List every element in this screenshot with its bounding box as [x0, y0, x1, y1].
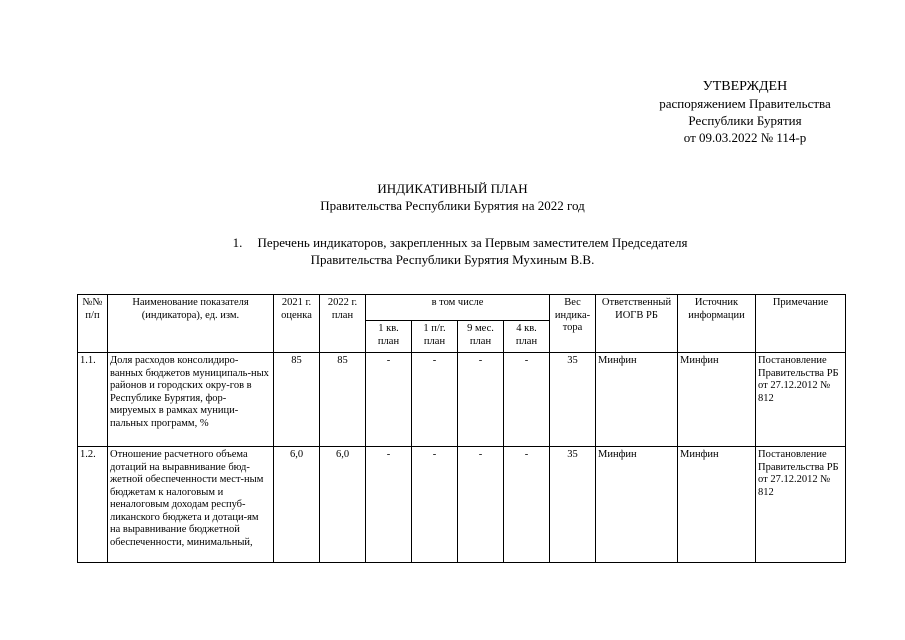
header-h1: 1 п/г. план — [412, 321, 458, 353]
row-est-2021: 85 — [274, 353, 320, 447]
row-h1: - — [412, 447, 458, 563]
row-plan-2022: 6,0 — [320, 447, 366, 563]
header-q4: 4 кв. план — [504, 321, 550, 353]
approval-heading: УТВЕРЖДЕН — [702, 79, 788, 94]
approval-line-2: распоряжением Правительства — [659, 96, 831, 111]
row-num: 1.2. — [78, 447, 108, 563]
section-number: 1. — [232, 235, 243, 250]
approval-line-3: Республики Бурятия — [688, 113, 802, 128]
section-heading — [0, 234, 905, 268]
row-plan-2022: 85 — [320, 353, 366, 447]
row-q1: - — [366, 447, 412, 563]
header-name: Наименование показателя (индикатора), ед. изм. — [108, 295, 274, 353]
row-weight: 35 — [550, 447, 596, 563]
row-name: Отношение расчетного объема дотаций на выравнивание бюд-жетной обеспеченности мест-ным бюджетам к налоговым и неналоговым доходам респуб-ликанского бюджета и дотаци-ям на выравнивание бюджетной обеспеченности, минимальный, — [108, 447, 274, 563]
row-source: Минфин — [678, 447, 756, 563]
row-num: 1.1. — [78, 353, 108, 447]
section-line-2: Правительства Республики Бурятия Мухиным В.В. — [310, 252, 595, 267]
header-plan-2022: 2022 г. план — [320, 295, 366, 353]
row-q4: - — [504, 353, 550, 447]
row-q1: - — [366, 353, 412, 447]
header-including: в том числе — [366, 295, 550, 321]
header-weight: Вес индика-тора — [550, 295, 596, 353]
approval-stamp — [600, 78, 890, 146]
row-est-2021: 6,0 — [274, 447, 320, 563]
header-note: Примечание — [756, 295, 846, 353]
document-title — [0, 180, 905, 214]
row-responsible: Минфин — [596, 447, 678, 563]
row-note: Постановление Правительства РБ от 27.12.2012 № 812 — [756, 447, 846, 563]
header-responsible: Ответственный ИОГВ РБ — [596, 295, 678, 353]
title-line-2: Правительства Республики Бурятия на 2022 год — [320, 198, 585, 213]
row-q4: - — [504, 447, 550, 563]
approval-date: от 09.03.2022 № 114-р — [683, 130, 807, 145]
header-num: №№ п/п — [78, 295, 108, 353]
section-line-1: Перечень индикаторов, закрепленных за Первым заместителем Председателя — [257, 235, 688, 250]
indicator-table — [77, 294, 846, 563]
table-row — [78, 447, 846, 563]
row-weight: 35 — [550, 353, 596, 447]
table-row — [78, 353, 846, 447]
header-9m: 9 мес. план — [458, 321, 504, 353]
row-source: Минфин — [678, 353, 756, 447]
row-9m: - — [458, 447, 504, 563]
header-q1: 1 кв. план — [366, 321, 412, 353]
row-9m: - — [458, 353, 504, 447]
row-responsible: Минфин — [596, 353, 678, 447]
title-line-1: ИНДИКАТИВНЫЙ ПЛАН — [377, 181, 528, 196]
row-note: Постановление Правительства РБ от 27.12.2012 № 812 — [756, 353, 846, 447]
header-est-2021: 2021 г. оценка — [274, 295, 320, 353]
header-source: Источник информации — [678, 295, 756, 353]
row-h1: - — [412, 353, 458, 447]
row-name: Доля расходов консолидиро-ванных бюджетов муниципаль-ных районов и городских окру-гов в Республике Бурятия, фор-мируемых в рамках муници-пальных программ, % — [108, 353, 274, 447]
